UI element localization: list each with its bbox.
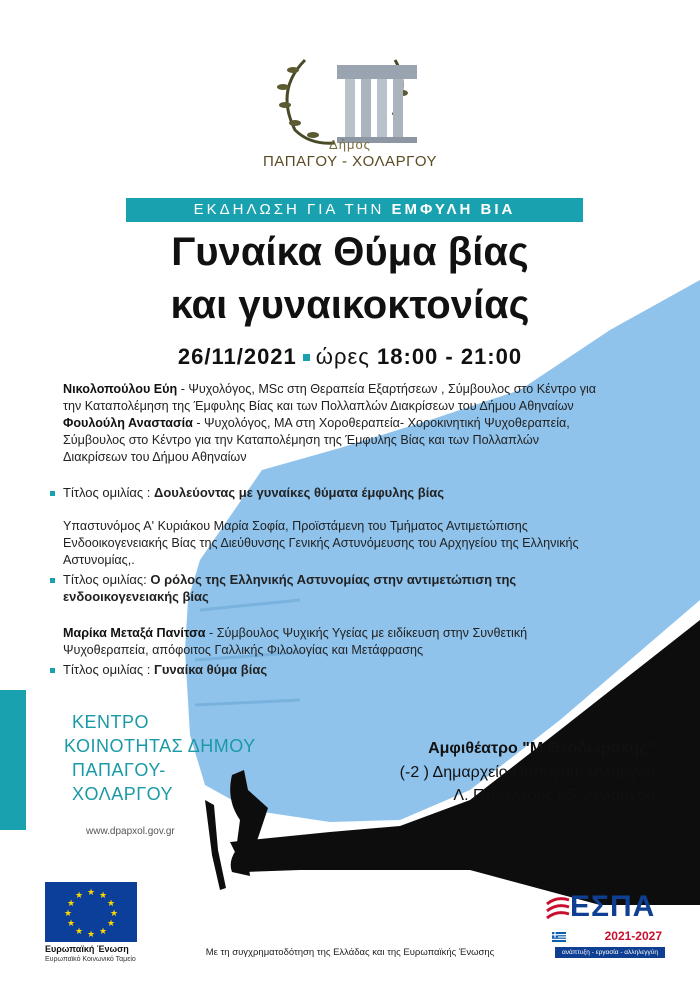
venue-place: (-2 ) Δημαρχείο Παπάγου-Χολαργού [399,764,655,781]
website-url: www.dpapxol.gov.gr [86,826,175,837]
column-icon [337,65,417,143]
svg-text:★: ★ [86,930,96,940]
speaker-1 [63,381,653,466]
svg-text:★: ★ [106,899,116,909]
speaker-1-desc: - Ψυχολόγος, MSc στη Θεραπεία Εξαρτήσεων , Σύμβουλος στο Κέντρο για [177,382,597,396]
eu-flag-icon [45,882,137,942]
event-banner [126,198,583,222]
talk-3-label: Τίτλος ομιλίας : [63,662,154,677]
bullet-icon [50,578,55,583]
hours-label: ώρες [315,344,370,369]
speaker-1-desc-2: την Καταπολέμηση της Έμφυλης Βίας και των Πολλαπλών Διακρίσεων του Δήμου Αθηναίων [63,399,574,413]
logo-text-name: ΠΑΠΑΓΟΥ - ΧΟΛΑΡΓΟΥ [262,153,438,170]
event-title-line1: Γυναίκα Θύμα βίας [171,230,529,274]
svg-text:★: ★ [86,888,96,898]
venue-address: Λ. Περικλέους 55, Χολαργού [453,787,655,804]
svg-text:★: ★ [98,927,108,937]
speaker-4-desc-2: Ψυχοθεραπεία, απόφοιτος Γαλλικής Φιλολογίας και Μετάφρασης [63,643,424,657]
banner-prefix: ΕΚΔΗΛΩΣΗ ΓΙΑ ΤΗΝ [193,201,385,218]
svg-text:★: ★ [74,927,84,937]
teal-side-tab [0,690,26,830]
event-title-line2: και γυναικοκτονίας [170,283,530,327]
square-bullet-icon [303,354,310,361]
bullet-icon [50,491,55,496]
speaker-2-desc-2: Σύμβουλος στο Κέντρο για την Καταπολέμηση της Έμφυλης Βίας και των Πολλαπλών [63,433,540,447]
talk-2-name-2: ενδοοικογενειακής βίας [63,589,209,604]
organizer-line-3: ΠΑΠΑΓΟΥ- [72,760,166,780]
speaker-2-desc: - Ψυχολόγος, ΜΑ στη Χοροθεραπεία- Χοροκινητική Ψυχοθεραπεία, [192,416,570,430]
talk-3-title [50,661,650,678]
svg-text:★: ★ [63,909,73,919]
speaker-3 [63,518,653,569]
eu-label: Ευρωπαϊκή Ένωση [45,944,129,954]
event-hours: 18:00 - 21:00 [377,344,523,369]
bullet-icon [50,668,55,673]
speaker-4-desc: - Σύμβουλος Ψυχικής Υγείας με ειδίκευση στην Συνθετική [205,626,528,640]
speaker-1-name: Νικολοπούλου Εύη [63,382,178,396]
talk-1-name: Δουλεύοντας με γυναίκες θύματα έμφυλης βίας [154,485,445,500]
espa-swoosh-icon [545,896,571,924]
eu-fund-label: Ευρωπαϊκό Κοινωνικό Ταμείο [45,956,136,963]
cofunding-note: Με τη συγχρηματοδότηση της Ελλάδας και της Ευρωπαϊκής Ένωσης [205,947,495,958]
organizer-line-4: ΧΟΛΑΡΓΟΥ [72,784,174,804]
svg-text:★: ★ [66,899,76,909]
banner-highlight: ΕΜΦΥΛΗ ΒΙΑ [391,201,516,218]
svg-text:★: ★ [74,891,84,901]
talk-1-title [50,484,650,501]
talk-3-name: Γυναίκα θύμα βίας [154,662,268,677]
svg-text:★: ★ [98,891,108,901]
svg-text:★: ★ [109,909,119,919]
logo-text-municipality: Δήμος [329,137,371,152]
espa-motto: ανάπτυξη - εργασία - αλληλεγγύη [555,947,665,958]
organizer-line-1: ΚΕΝΤΡΟ [72,712,150,732]
event-date-time [0,344,700,370]
speaker-3-line-3: Αστυνομίας,. [63,553,135,567]
organizer-line-2: ΚΟΙΝΟΤΗΤΑΣ ΔΗΜΟΥ [64,736,256,756]
greek-flag-icon [552,932,566,942]
speaker-4 [63,625,653,659]
organizer-name [64,710,322,806]
speaker-4-name: Μαρίκα Μεταξά Πανίτσα [63,626,206,640]
speaker-3-line-1: Υπαστυνόμος Α' Κυριάκου Μαρία Σοφία, Προϊστάμενη του Τμήματος Αντιμετώπισης [63,519,528,533]
espa-logo-text: ΕΣΠΑ [570,890,656,923]
talk-2-label: Τίτλος ομιλίας: [63,572,151,587]
talk-2-name: Ο ρόλος της Ελληνικής Αστυνομίας στην αντιμετώπιση της [150,572,517,587]
event-date: 26/11/2021 [177,344,297,369]
venue-name: Αμφιθέατρο "Μ Θεοδωράκης" [428,740,655,757]
speaker-2-name: Φουλούλη Αναστασία [63,416,193,430]
speaker-3-line-2: Ενδοοικογενειακής Βίας της Διεύθυνσης Γενικής Αστυνόμευσης του Αρχηγείου της Ελληνικής [63,536,579,550]
espa-years: 2021-2027 [604,929,662,943]
speaker-2-desc-3: Διακρίσεων του Δήμου Αθηναίων [63,450,247,464]
svg-text:★: ★ [106,919,116,929]
svg-text:★: ★ [66,919,76,929]
talk-1-label: Τίτλος ομιλίας : [63,485,154,500]
talk-2-title [50,571,660,605]
